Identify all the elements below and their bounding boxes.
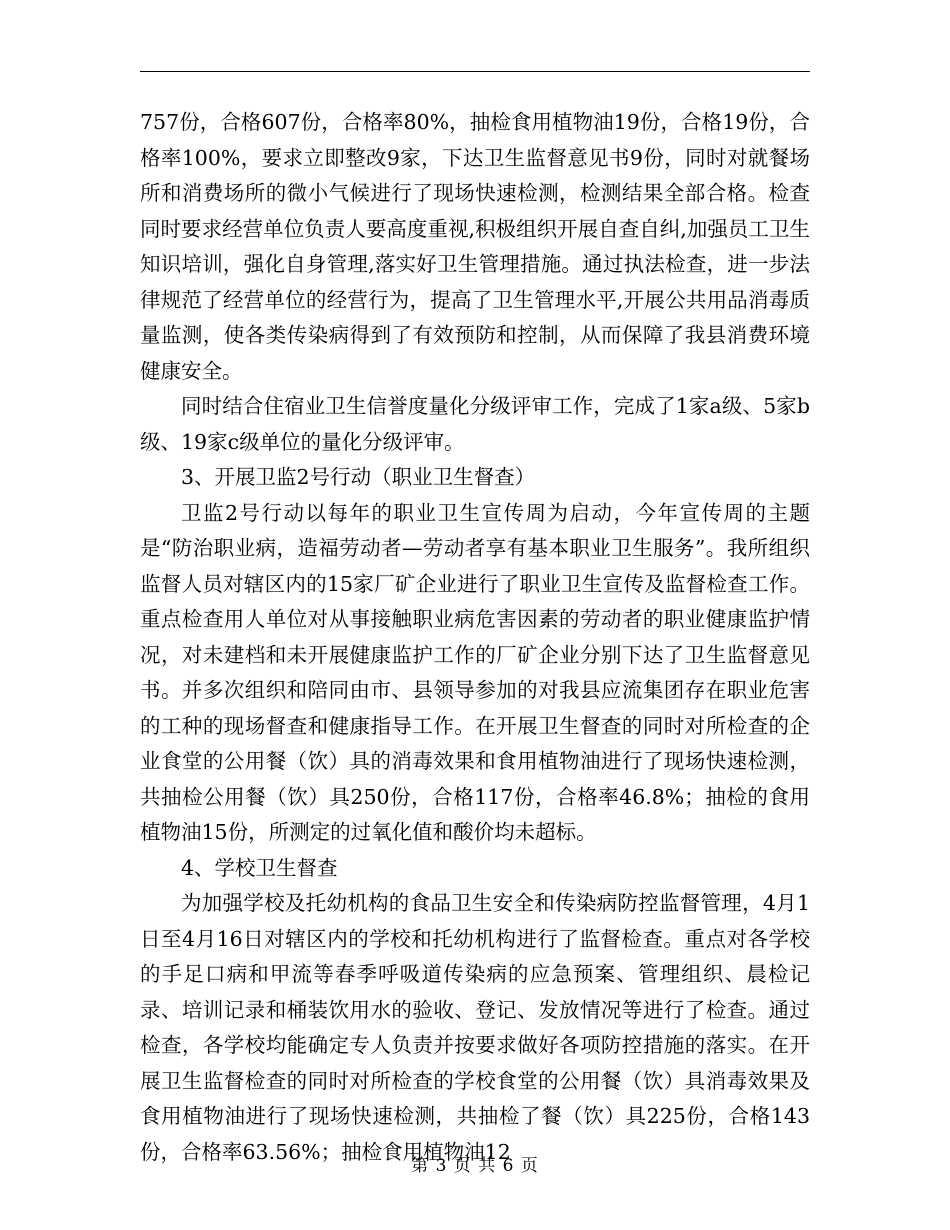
paragraph-occupational-health: 卫监2号行动以每年的职业卫生宣传周为启动，今年宣传周的主题是“防治职业病，造福劳动者—劳动者享有基本职业卫生服务”。我所组织监督人员对辖区内的15家厂矿企业进行了职业卫生宣传及监督检查工作。重点检查用人单位对从事接触职业病危害因素的劳动者的职业健康监护情况，对未建档和未开展健康监护工作的厂矿企业分别下达了卫生监督意见书。并多次组织和陪同由市、县领导参加的对我县应流集团存在职业危害的工种的现场督查和健康指导工作。在开展卫生督查的同时对所检查的企业食堂的公用餐（饮）具的消毒效果和食用植物油进行了现场快速检测，共抽检公用餐（饮）具250份，合格117份，合格率46.8%；抽检的食用植物油15份，所测定的过氧化值和酸价均未超标。 xyxy=(140,500,810,844)
header-rule xyxy=(140,71,810,72)
paragraph-inspection-results: 757份，合格607份，合格率80%，抽检食用植物油19份，合格19份，合格率100%，要求立即整改9家，下达卫生监督意见书9份，同时对就餐场所和消费场所的微小气候进行了现场快速检测，检测结果全部合格。检查同时要求经营单位负责人要高度重视,积极组织开展自查自纠,加强员工卫生知识培训，强化自身管理,落实好卫生管理措施。通过执法检查，进一步法律规范了经营单位的经营行为，提高了卫生管理水平,开展公共用品消毒质量监测，使各类传染病得到了有效预防和控制，从而保障了我县消费环境健康安全。 xyxy=(140,110,810,383)
page-number-footer: 第 3 页 共 6 页 xyxy=(411,1156,539,1176)
paragraph-lodging-rating: 同时结合住宿业卫生信誉度量化分级评审工作，完成了1家a级、5家b级、19家c级单位的量化分级评审。 xyxy=(140,394,810,454)
document-body xyxy=(140,105,810,1170)
section-heading-occupational-health: 3、开展卫监2号行动（职业卫生督查） xyxy=(181,465,536,489)
paragraph-school-health: 为加强学校及托幼机构的食品卫生安全和传染病防控监督管理，4月1日至4月16日对辖区内的学校和托幼机构进行了监督检查。重点对各学校的手足口病和甲流等春季呼吸道传染病的应急预案、管理组织、晨检记录、培训记录和桶装饮用水的验收、登记、发放情况等进行了检查。通过检查，各学校均能确定专人负责并按要求做好各项防控措施的落实。在开展卫生监督检查的同时对所检查的学校食堂的公用餐（饮）具消毒效果及食用植物油进行了现场快速检测，共抽检了餐（饮）具225份，合格143份，合格率63.56%；抽检食用植物油12 xyxy=(140,891,810,1164)
section-heading-school-health: 4、学校卫生督查 xyxy=(181,855,338,880)
